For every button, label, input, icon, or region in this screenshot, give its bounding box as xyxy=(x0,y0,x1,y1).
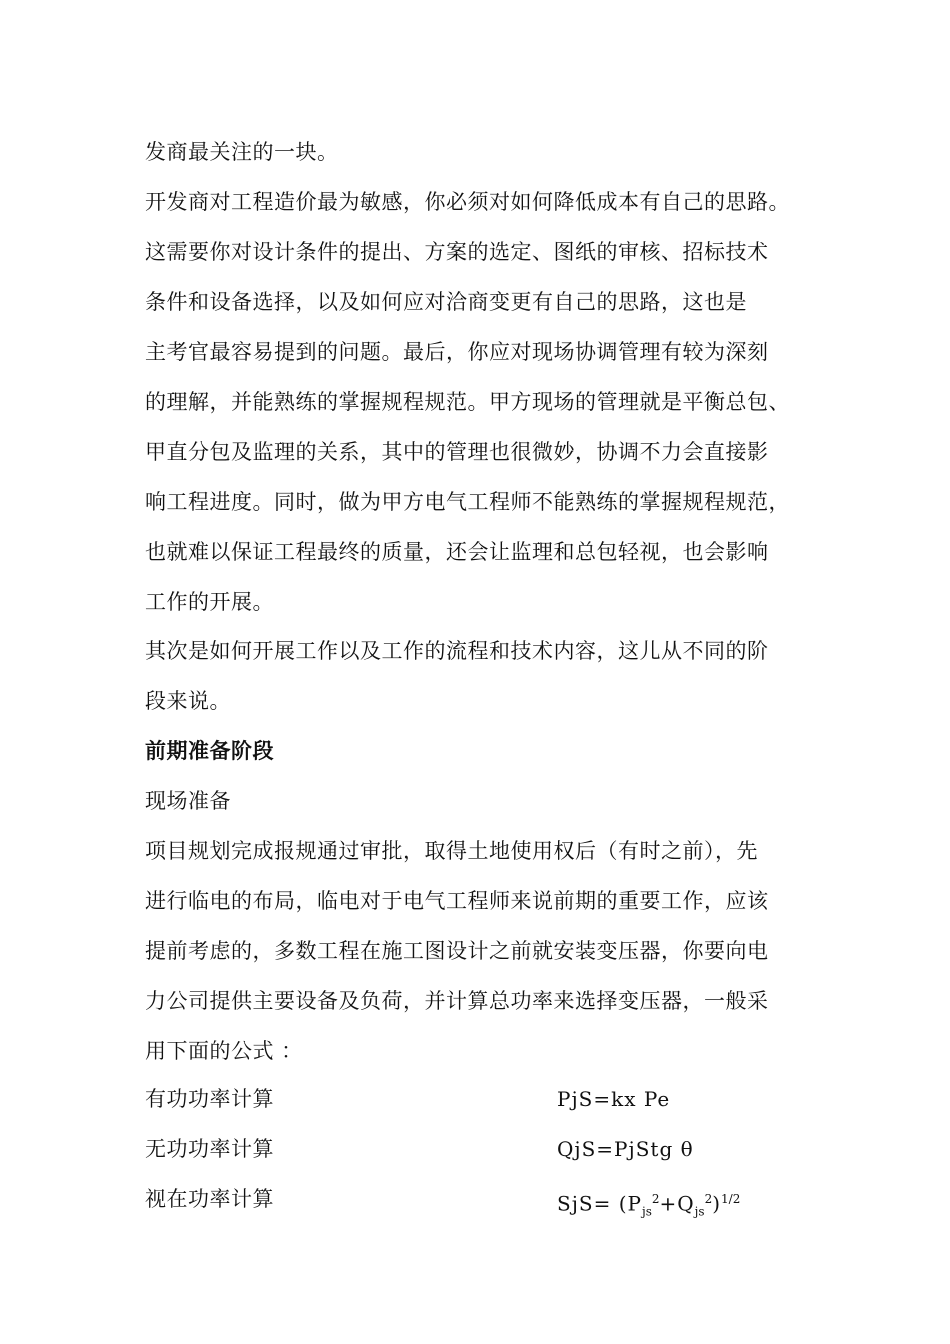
body-line: 项目规划完成报规通过审批，取得土地使用权后（有时之前），先 xyxy=(145,839,758,863)
formula-expression xyxy=(557,1184,740,1227)
formula-label: 视在功率计算 xyxy=(145,1187,274,1211)
paragraph-line: 工作的开展。 xyxy=(145,590,274,614)
body-line: 力公司提供主要设备及负荷，并计算总功率来选择变压器，一般采 xyxy=(145,989,769,1013)
formula-expression: PjS=kx Pe xyxy=(557,1087,671,1111)
paragraph-line: 段来说。 xyxy=(145,689,231,713)
formula-part: SjS= (P xyxy=(557,1191,642,1216)
body-line: 提前考虑的，多数工程在施工图设计之前就安装变压器，你要向电 xyxy=(145,939,769,963)
formula-exponent: 1/2 xyxy=(721,1192,741,1206)
paragraph-line: 发商最关注的一块。 xyxy=(145,140,339,164)
formula-label: 有功功率计算 xyxy=(145,1087,274,1111)
formula-expression: QjS=PjStg θ xyxy=(557,1137,694,1161)
formula-subscript: js xyxy=(694,1204,705,1219)
formula-reactive-power xyxy=(145,1134,845,1164)
paragraph-line: 其次是如何开展工作以及工作的流程和技术内容，这儿从不同的阶 xyxy=(145,639,769,663)
formula-apparent-power xyxy=(145,1184,845,1219)
formula-active-power xyxy=(145,1084,845,1114)
body-line: 进行临电的布局，临电对于电气工程师来说前期的重要工作，应该 xyxy=(145,889,769,913)
paragraph-line: 响工程进度。同时，做为甲方电气工程师不能熟练的掌握规程规范， xyxy=(145,490,790,514)
paragraph-line: 也就难以保证工程最终的质量，还会让监理和总包轻视，也会影响 xyxy=(145,540,769,564)
paragraph-line: 条件和设备选择，以及如何应对洽商变更有自己的思路，这也是 xyxy=(145,290,747,314)
body-line: 用下面的公式 ： xyxy=(145,1039,303,1063)
paragraph-line: 主考官最容易提到的问题。最后，你应对现场协调管理有较为深刻 xyxy=(145,340,769,364)
formula-superscript: 2 xyxy=(704,1192,713,1206)
formula-subscript: js xyxy=(641,1204,652,1219)
formula-part: ) xyxy=(712,1191,722,1216)
subsection-heading: 现场准备 xyxy=(145,789,231,813)
paragraph-line: 的理解，并能熟练的掌握规程规范。甲方现场的管理就是平衡总包、 xyxy=(145,390,790,414)
paragraph-line: 甲直分包及监理的关系，其中的管理也很微妙，协调不力会直接影 xyxy=(145,440,769,464)
paragraph-line: 开发商对工程造价最为敏感，你必须对如何降低成本有自己的思路。 xyxy=(145,190,790,214)
formula-part: +Q xyxy=(659,1191,695,1216)
formula-superscript: 2 xyxy=(651,1192,660,1206)
section-heading: 前期准备阶段 xyxy=(145,739,274,763)
formula-label: 无功功率计算 xyxy=(145,1137,274,1161)
paragraph-line: 这需要你对设计条件的提出、方案的选定、图纸的审核、招标技术 xyxy=(145,240,769,264)
